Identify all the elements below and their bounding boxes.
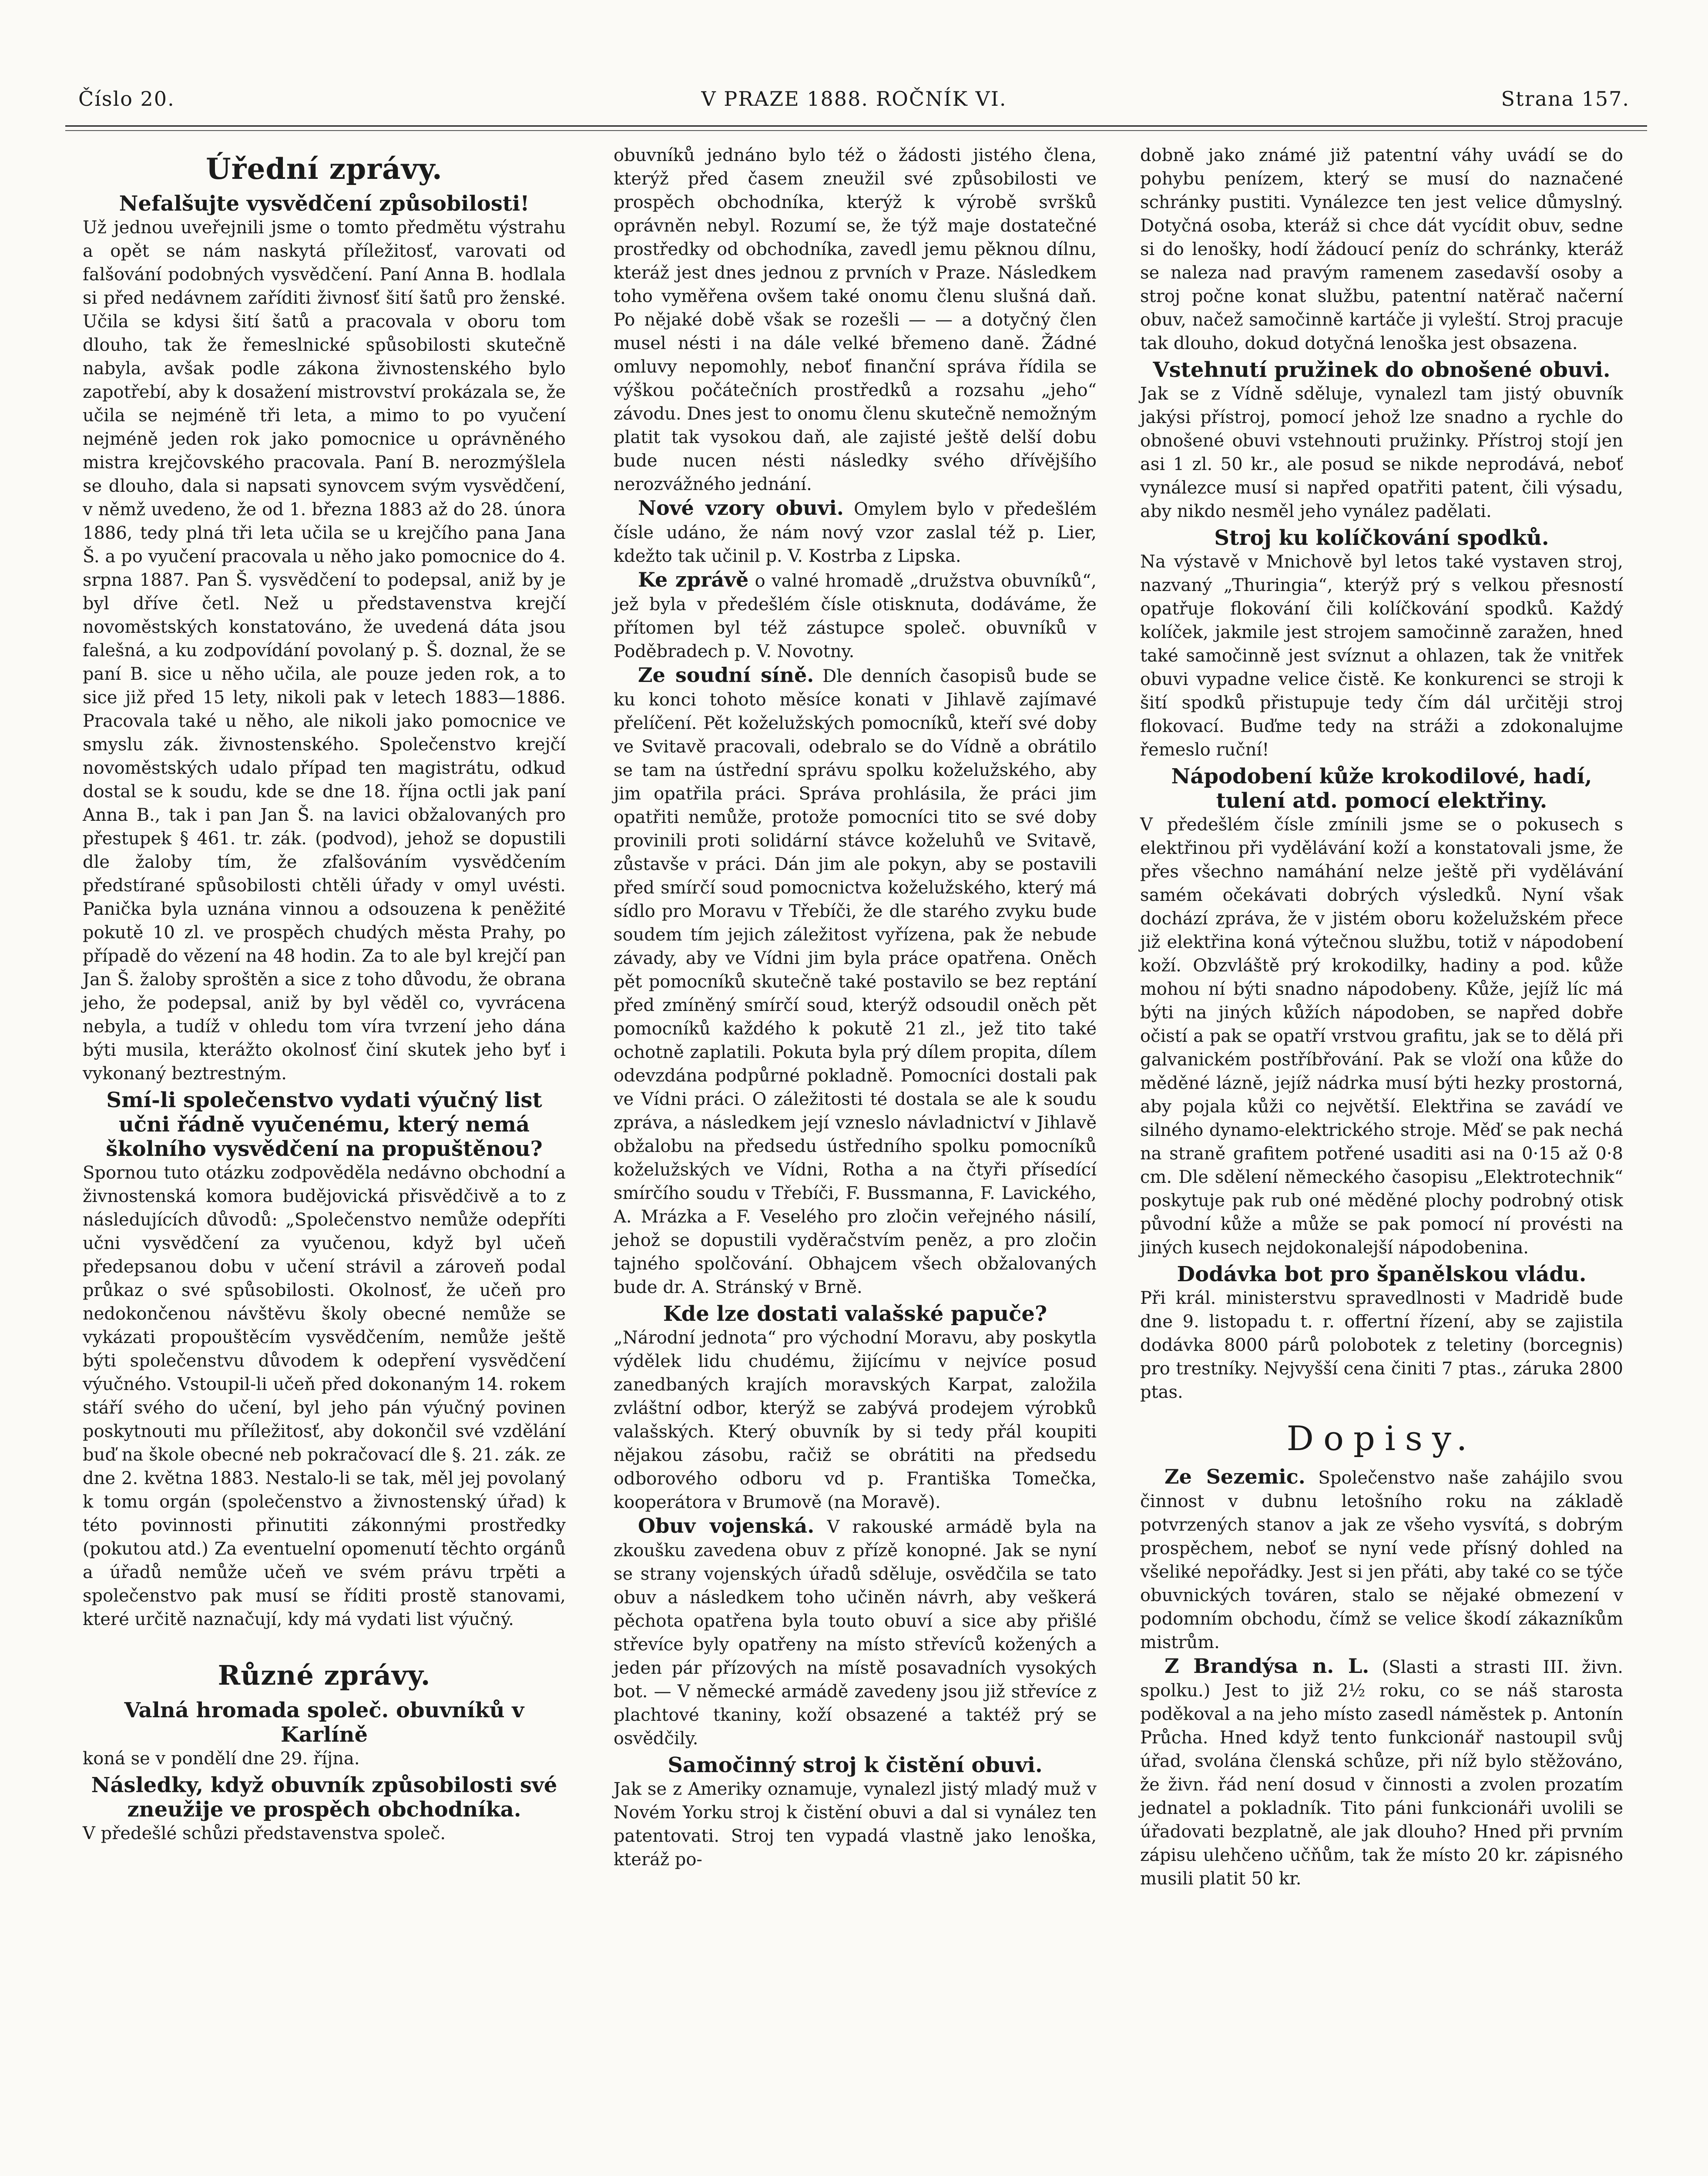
section-title-letters: Dopisy.: [1286, 1419, 1477, 1458]
page-number: Strana 157.: [1501, 87, 1630, 111]
article-heading: Kde lze dostati valašské papuče?: [663, 1302, 1047, 1326]
article-heading: Ze Sezemic.: [1164, 1465, 1305, 1488]
article-text: V předešlé schůzi představenstva společ.: [83, 1823, 446, 1844]
column-3: [1140, 144, 1623, 1891]
article-heading: Dodávka bot pro španělskou vládu.: [1177, 1262, 1587, 1286]
article-text: (Slasti a strasti III. živn. spolku.) Jest to již 2½ roku, co se náš starosta poděkoval a na jeho místo zasedl náměstek p. Antonín Průcha. Hned když tento funkcionář nastoupil svůj úřad, svolána členská schůze, při níž bylo stěžováno, že živn. řád není dosud v činnosti a zvolen prozatím jednatel a pokladník. Tito páni funkcionáři uvolili se úřadovati bezplatně, ale jak dlouho? Hned při prvním zápisu ulehčeno učňům, tak že místo 20 kr. zápisného musili platit 50 kr.: [1140, 1657, 1623, 1889]
article-heading: Následky, když obuvník způsobilosti své zneužije ve prospěch obchodníka.: [91, 1773, 557, 1822]
section-title-misc: Různé zprávy.: [218, 1659, 431, 1691]
article-heading: Samočinný stroj k čistění obuvi.: [668, 1753, 1043, 1777]
article-heading: Smí-li společenstvo vydati výučný list učni řádně vyučenému, který nemá školního vysvědčení na propuštěnou?: [106, 1088, 543, 1161]
article-text: Společenstvo naše zahájilo svou činnost v dubnu letošního roku na základě potvrzených stanov a jak ze všeho vysvítá, s dobrým prospěchem, neboť se nyní vede přísný dohled na všeliké nepořádky. Jest si jen přáti, aby také co se týče obuvnických továren, stalo se nějaké obmezení v podomním obchodu, čímž se velice škodí zákazníkům mistrům.: [1140, 1468, 1624, 1652]
article-heading: Stroj ku kolíčkování spodků.: [1214, 526, 1549, 550]
masthead-line: V PRAZE 1888. ROČNÍK VI.: [701, 87, 1007, 111]
article-text: o valné hromadě „družstva obuvníků“, jež byla v předešlém čísle otisknuta, dodáváme, že přítomen byl též zástupce společ. obuvníků v Poděbradech p. V. Novotny.: [614, 571, 1097, 662]
header-rule: [65, 125, 1647, 131]
article-heading: Obuv vojenská.: [638, 1514, 815, 1538]
article-text: „Národní jednota“ pro východní Moravu, aby poskytla výdělek lidu chudému, žijícímu v nejvíce posud zanedbaných krajích moravských Karpat, založila zvláštní odbor, kterýž se zabývá prodejem výrobků valašských. Který obuvník by si tedy přál koupiti nějakou zásobu, račiž se obrátiti na předsedu odborového odboru vd p. Františka Tomečka, kooperátora v Brumově (na Moravě).: [614, 1328, 1097, 1512]
article-text: Spornou tuto otázku zodpověděla nedávno obchodní a živnostenská komora budějovická přisvědčivě a to z následujících důvodů: „Společenstvo nemůže odepříti učni vysvědčení za vyučenou, když byl učeň předepsanou dobu v učení strávil a zároveň podal průkaz o své spůsobilosti. Okolnosť, že učeň pro nedokončenou návštěvu školy obecné nemůže se vykázati propouštěcím vysvědčením, nemůže ještě býti společenstvu důvodem k odepření vysvědčení výučného. Vstoupil-li učeň před dokonaným 14. rokem stáří svého do učení, byl jeho pán výučný povinen poskytnouti mu příležitosť, aby dokončil své vzdělání buď na škole obecné neb pokračovací dle §. 21. zák. ze dne 2. května 1883. Nestalo-li se tak, měl jej povolaný k tomu orgán (společenstvo a živnostenský úřad) k této povinnosti přinutiti zákonnými prostředky (pokutou atd.) Za eventuelní opomenutí těchto orgánů a úřadů nemůže učeň ve svém právu trpěti a společenstvo pak musí se říditi prostě stanovami, které určitě naznačují, kdy má vydati list výučný.: [83, 1163, 566, 1629]
section-title-official: Úřední zprávy.: [206, 152, 443, 186]
article-heading: Nové vzory obuvi.: [638, 496, 844, 520]
article-heading: Vstehnutí pružinek do obnošené obuvi.: [1153, 358, 1611, 382]
page-header: [78, 78, 1630, 126]
column-1: [83, 144, 566, 1845]
article-text: Při král. ministerstvu spravedlnosti v Madridě bude dne 9. listopadu t. r. offertní řízení, aby se zajistila dodávka 8000 párů polobotek z teletiny (borcegnis) pro trestníky. Nejvyšší cena činiti 7 ptas., záruka 2800 ptas.: [1140, 1288, 1623, 1402]
article-heading: Ze soudní síně.: [638, 663, 814, 687]
article-heading: Nápodobení kůže krokodilové, hadí, tulení atd. pomocí elektřiny.: [1171, 764, 1592, 813]
article-heading: Nefalšujte vysvědčení způsobilosti!: [119, 191, 530, 216]
article-text: obuvníků jednáno bylo též o žádosti jistého člena, kterýž před časem zneužil své způsobilosti ve prospěch obchodníka, kterýž k výrobě svršků oprávněn nebyl. Rozumí se, že týž maje dostatečné prostředky od obchodníka, zavedl jemu pěknou dílnu, kteráž jest dnes jednou z prvních v Praze. Následkem toho vyměřena ovšem také onomu členu slušná daň. Po nějaké době však se rozešli — — a dotyčný člen musel nésti i na dále velké břemeno daně. Žádné omluvy nepomohly, neboť finanční správa řídila se výškou počátečních prostředků a rozsahu „jeho“ závodu. Dnes jest to onomu členu skutečně nemožným platit tak vysokou daň, ale zajisté ještě delší dobu bude nucen nésti následky svého dřívějšího nerozvážného jednání.: [614, 145, 1097, 494]
article-heading: Valná hromada společ. obuvníků v Karlíně: [124, 1698, 524, 1747]
article-heading: Z Brandýsa n. L.: [1164, 1654, 1369, 1678]
article-text: Už jednou uveřejnili jsme o tomto předmětu výstrahu a opět se nám naskytá příležitosť, varovati od falšování podobných vysvědčení. Paní Anna B. hodlala si před nedávnem zaříditi živnosť šití šatů pro ženské. Učila se kdysi šití šatů a pracovala v oboru tom dlouho, tak že řemeslnické spůsobilosti skutečně nabyla, avšak podle zákona živnostenského bylo zapotřebí, aby k dosažení mistrovství prokázala se, že učila se nejméně tři leta, a mimo to po vyučení nejméně jeden rok jako pomocnice u oprávněného mistra krejčovského pracovala. Paní B. nerozmýšlela se dlouho, dala si napsati synovcem svým vysvědčení, v němž uvedeno, že od 1. března 1883 až do 28. února 1886, tedy plná tři leta učila se u krejčího pana Jana Š. a po vyučení pracovala u něho jako pomocnice do 4. srpna 1887. Pan Š. vysvědčení to podepsal, aniž by je byl dříve četl. Než u představenstva krejčí novoměstských konstatováno, že uvedená dáta jsou falešná, a ku zodpovídání povolaný p. Š. doznal, že se paní B. sice u něho učila, ale pouze jeden rok, a to sice již před 15 lety, nikoli pak v letech 1883—1886. Pracovala také u něho, ale nikoli jako pomocnice ve smyslu zák. živnostenského. Společenstvo krejčí novoměstských udalo případ ten magistrátu, odkud dostal se k soudu, kde se dne 18. října octli jak paní Anna B., tak i pan Jan Š. na lavici obžalovaných pro přestupek § 461. tr. zák. (podvod), jehož se dopustili dle žaloby tím, že zfalšováním vysvědčením předstírané spůsobilosti chtěli úřady v omyl uvésti. Panička byla uznána vinnou a odsouzena k peněžité pokutě 10 zl. ve prospěch chudých města Prahy, po případě do vězení na 48 hodin. Za to ale byl krejčí pan Jan Š. žaloby sproštěn a sice z toho důvodu, že obrana jeho, že podepsal, aniž by byl věděl co, vyvrácena nebyla, a tudíž v ohledu tom víra tvrzení jeho dána býti musila, kterážto okolnosť činí skutek jeho byť i vykonaný beztrestným.: [83, 218, 566, 1084]
column-2: [614, 144, 1097, 1871]
article-text: Dle denních časopisů bude se ku konci tohoto měsíce konati v Jihlavě zajímavé přelíčení. Pět koželužských pomocníků, kteří své doby ve Svitavě pracovali, odebralo se do Vídně a obrátilo se tam na ústřední správu spolku koželužského, aby jim opatřila práci. Správa prohlásila, že práci jim opatřiti nemůže, protože pomocníci tito se své doby provinili proti solidární stávce koželuhů ve Svitavě, zůstavše v práci. Dán jim ale pokyn, aby se postavili před smírčí soud pomocnictva koželužského, který má sídlo pro Moravu v Třebíči, že dle starého zvyku bude soudem tím jejich záležitost vyřízena, pak že nebude závady, aby ve Vídni jim byla práce opatřena. Oněch pět pomocníků skutečně také postavilo se bez reptání před zmíněný smírčí soud, kterýž odsoudil oněch pět pomocníků každého k pokutě 21 zl., jež tito také ochotně zaplatili. Pokuta byla prý dílem propita, dílem odevzdána podpůrné pokladně. Pomocníci dostali pak ve Vídni práci. O záležitosti té dostala se ale k soudu zpráva, a následkem její vzneslo návladnictví v Jihlavě obžalobu na předsedu ústředního spolku pomocníků koželužských ve Vídni, Rotha a na čtyři přísedící smírčího soudu v Třebíči, F. Bussmanna, F. Lavického, A. Mrázka a F. Veselého pro zločin veřejného násilí, jehož se dopustili vyděračstvím peněz, a pro zločin tajného spolčování. Obhajcem všech obžalovaných bude dr. A. Stránský v Brně.: [614, 666, 1097, 1297]
article-text: V předešlém čísle zmínili jsme se o pokusech s elektřinou při vydělávání koží a konstatovali jsme, že přes všechno namáhání nelze ještě při vydělávání samém očekávati dobrých výsledků. Nyní však dochází zpráva, že v jistém oboru koželužském přece již elektřina koná výtečnou službu, totiž v nápodobení koží. Obzvláště prý krokodilky, hadiny a pod. kůže mohou ní býti snadno nápodobeny. Kůže, jejíž líc má býti na jiných kůžích nápodoben, se napřed dobře očistí a pak se opatří vrstvou grafitu, jak se to dělá při galvanickém postříbřování. Pak se vloží ona kůže do měděné lázně, jejíž nádrka musí býti hezky prostorná, aby pojala kůži co největší. Elektřina se zavádí ve silného dynamo-elektrického stroje. Měď se pak nechá na straně grafitem potřené usaditi asi na 0·15 až 0·8 cm. Dle sdělení německého časopisu „Elektrotechnik“ poskytuje pak rub oné měděné plochy podrobný otisk původní kůže a může se pak pomocí ní provésti na jiných kusech nejdokonalejší nápodobenina.: [1140, 815, 1623, 1258]
issue-number: Číslo 20.: [78, 87, 175, 111]
article-text: Jak se z Ameriky oznamuje, vynalezl jistý mladý muž v Novém Yorku stroj k čistění obuvi a dal si vynález ten patentovati. Stroj ten vypadá vlastně jako lenoška, kteráž po-: [614, 1779, 1097, 1870]
article-text: Jak se z Vídně sděluje, vynalezl tam jistý obuvník jakýsi přístroj, pomocí jehož lze snadno a rychle do obnošené obuvi vstehnouti pružinky. Přístroj stojí jen asi 1 zl. 50 kr., ale posud se nikde neprodává, neboť vynálezce musí si napřed opatřiti patent, čili výsadu, aby nikdo nesměl jeho vynález padělati.: [1140, 384, 1623, 521]
article-text: Na výstavě v Mnichově byl letos také vystaven stroj, nazvaný „Thuringia“, kterýž prý s velkou přesností opatřuje flokování čili kolíčkování spodků. Každý kolíček, jakmile jest strojem samočinně zaražen, hned také samočinně jest svíznut a ohlazen, tak že vnitřek obuvi vypadne velice čistě. Ke konkurenci se stroji k šití spodků přistupuje tedy čím dál určitěji stroj flokovací. Buďme tedy na stráži a zdokonalujme řemeslo ruční!: [1140, 552, 1623, 760]
article-text: dobně jako známé již patentní váhy uvádí se do pohybu penízem, který se musí do naznačené schránky pustiti. Vynálezce ten jest velice důmyslný. Dotyčná osoba, kteráž si chce dát vycídit obuv, sedne si do lenošky, hodí žádoucí peníz do schránky, kteráž se naleza nad pravým ramenem zasedavší osoby a stroj počne konat službu, patentní natěrač načerní obuv, načež samočinně kartáče ji vyleští. Stroj pracuje tak dlouho, dokud dotyčná lenoška jest obsazena.: [1140, 145, 1623, 353]
article-heading: Ke zprávě: [638, 568, 749, 591]
article-text: V rakouské armádě byla na zkoušku zavedena obuv z přízě konopné. Jak se nyní se strany vojenských úřadů sděluje, osvědčila se tato obuv a následkem toho učiněn návrh, aby veškerá pěchota opatřena byla touto obuví a sice aby přišlé střevíce byly opatřeny na místo střevíců kožených a jeden pár přízových na místě posavadních vysokých bot. — V německé armádě zavedeny jsou již střevíce z plachtové tkaniny, koží obsazené a taktéž prý se osvědčily.: [614, 1517, 1097, 1749]
article-text: Omylem bylo v předešlém čísle udáno, že nám nový vzor zaslal též p. Lier, kdežto tak učinil p. V. Kostrba z Lipska.: [614, 499, 1097, 566]
article-text: koná se v pondělí dne 29. října.: [83, 1749, 360, 1769]
